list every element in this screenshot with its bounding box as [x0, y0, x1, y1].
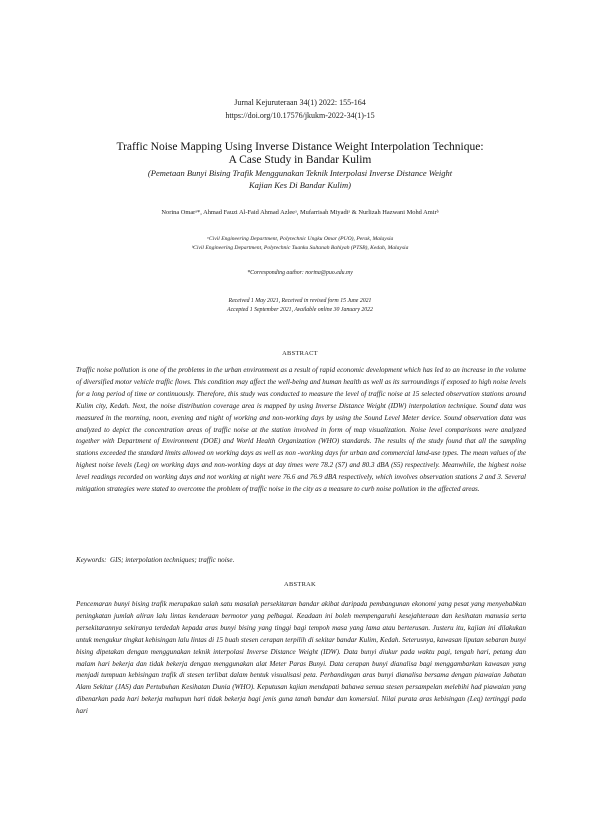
abstract-text: Traffic noise pollution is one of the problems in the urban environment as a result of rapid economic development which has led to an increase in the volume of diversified motor vehicle traffic flows. This condition may affect the well-being and human health as well as its surroundings if exposed to high noise levels for a long period of time or continuously. Therefore, this study was conducted to measure the level of traffic noise at 15 selected observation stations around Kulim city, Kedah. Next, the noise distribution coverage area is mapped by using Inverse Distance Weight (IDW) interpolation technique. Sound data was measured in the morning, noon, evening and night of working and non-working days by using the Sound Level Meter device. Sound observation data was analyzed to depict the concentration areas of traffic noise at the station involved in form of map visualization. Noise level comparisons were analyzed together with Department of Environment (DOE) and World Health Organization (WHO) standards. The results of the study found that all the sampling stations exceeded the standard limits allowed on working days as well as non -working days for urban and commercial land-use types. The mean values of the highest noise levels (Leq) on working days and non-working days at day times were 78.2 (S7) and 80.3 dBA (S5) respectively. Meanwhile, the highest noise level readings recorded on working days and not working at night were 76.6 and 76.9 dBA respectively, which involves observation stations 2 and 3. Several mitigation strategies were stated to overcome the problem of traffic noise in the city as a measure to curb noise pollution in the affected areas. — [76, 366, 526, 494]
malay-title-line-2: Kajian Kes Di Bandar Kulim) — [248, 180, 351, 190]
keywords-label: Keywords: — [76, 556, 107, 564]
abstract-heading: ABSTRACT — [282, 350, 318, 357]
abstrak-text: Pencemaran bunyi bising trafik merupakan salah satu masalah persekitaran bandar akibat daripada pembangunan ekonomi yang pesat yang menyebabkan peningkatan jumlah aliran lalu lintas kenderaan bermotor yang pelbagai. Keadaan ini boleh mempengaruhi kesejahteraan dan kesihatan manusia serta persekitarannya sekiranya terdedah kepada aras bunyi bising yang tinggi bagi tempoh masa yang lama atau berterusan. Justeru itu, kajian ini dilakukan untuk mengukur tingkat kebisingan lalu lintas di 15 buah stesen cerapan terpilih di sekitar bandar Kulim, Kedah. Seterusnya, kawasan liputan sebaran bunyi bising dipetakan dengan menggunakan teknik interpolasi Inverse Distance Weight (IDW). Data bunyi diukur pada waktu pagi, tengah hari, petang dan malam hari bekerja dan tidak bekerja dengan menggunakan alat Meter Paras Bunyi. Data cerapan bunyi dianalisa bagi menggambarkan kawasan yang menjadi tumpuan kebisingan trafik di stesen terlibat dalam bentuk visualisasi peta. Perbandingan aras bunyi dianalisa bersama dengan piawaian Jabatan Alam Sekitar (JAS) dan Pertubuhan Kesihatan Dunia (WHO). Keputusan kajian mendapati bahawa semua stesen persampelan melebihi had piawaian yang dibenarkan pada hari bekerja mahupun hari tidak bekerja bagi jenis guna tanah bandar dan komersial. Nilai purata aras kebisingan (Leq) tertinggi pada hari — [76, 600, 526, 716]
affiliation-a: ᵃCivil Engineering Department, Polytechnic Ungku Omar (PUO), Perak, Malaysia — [206, 236, 394, 242]
affiliation-b: ᵇCivil Engineering Department, Polytechnic Tuanku Sultanah Bahiyah (PTSB), Kedah, Malaysia — [191, 245, 409, 251]
keywords-line — [76, 555, 526, 566]
doi-link[interactable]: https://doi.org/10.17576/jkukm-2022-34(1)-15 — [225, 111, 375, 120]
abstrak-heading: ABSTRAK — [284, 581, 316, 588]
malay-title-line-1: (Pemetaan Bunyi Bising Trafik Menggunakan Teknik Interpolasi Inverse Distance Weight — [147, 168, 453, 178]
keywords-text: GIS; interpolation techniques; traffic noise. — [110, 556, 235, 564]
paper-title-line-2: A Case Study in Bandar Kulim — [228, 154, 372, 166]
accepted-dates: Accepted 1 September 2021, Available online 30 January 2022 — [227, 307, 373, 313]
journal-citation: Jurnal Kejuruteraan 34(1) 2022: 155-164 — [234, 98, 366, 107]
author-list: Norina Omarᵃ*, Ahmad Fauzi Al-Faid Ahmad Azleeᵃ, Mufarrisah Miyadiᵃ & Nurlizah Hazwani Mohd Amirᵇ — [161, 209, 439, 216]
received-dates: Received 1 May 2021, Received in revised form 15 June 2021 — [228, 298, 372, 304]
paper-title-line-1: Traffic Noise Mapping Using Inverse Distance Weight Interpolation Technique: — [116, 141, 484, 153]
corresponding-author: *Corresponding author: norina@puo.edu.my — [247, 270, 353, 276]
